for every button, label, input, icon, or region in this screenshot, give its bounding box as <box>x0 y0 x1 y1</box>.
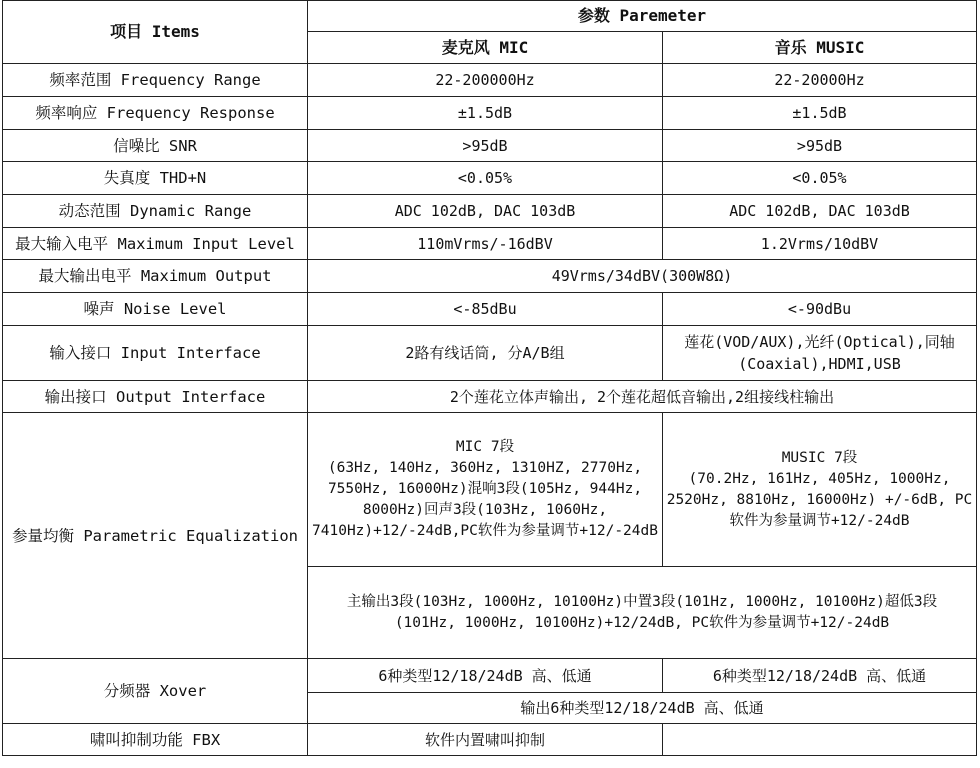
music-value: >95dB <box>663 130 977 162</box>
item-label: 最大输出电平 Maximum Output <box>3 260 308 293</box>
item-label: 频率范围 Frequency Range <box>3 64 308 97</box>
music-value: 莲花(VOD/AUX),光纤(Optical),同轴(Coaxial),HDMI,USB <box>663 326 977 381</box>
row-input-interface <box>3 326 977 381</box>
music-value <box>663 724 977 756</box>
mic-value: 2路有线话筒, 分A/B组 <box>308 326 663 381</box>
item-label: 啸叫抑制功能 FBX <box>3 724 308 756</box>
row-max-output <box>3 260 977 293</box>
mic-eq-title: MIC 7段 <box>455 439 515 455</box>
item-label: 频率响应 Frequency Response <box>3 97 308 130</box>
row-thd <box>3 162 977 195</box>
music-eq-detail: (70.2Hz, 161Hz, 405Hz, 1000Hz, 2520Hz, 8810Hz, 16000Hz) +/-6dB, PC软件为参量调节+12/-24dB <box>666 470 973 529</box>
mic-value: 6种类型12/18/24dB 高、低通 <box>308 659 663 693</box>
mic-value: <0.05% <box>308 162 663 195</box>
shared-value: 输出6种类型12/18/24dB 高、低通 <box>308 693 977 724</box>
music-eq-title: MUSIC 7段 <box>781 449 858 466</box>
mic-value: 110mVrms/-16dBV <box>308 228 663 260</box>
mic-value: 软件内置啸叫抑制 <box>308 724 663 756</box>
row-noise <box>3 293 977 326</box>
item-label: 输入接口 Input Interface <box>3 326 308 381</box>
item-label: 最大输入电平 Maximum Input Level <box>3 228 308 260</box>
item-label: 失真度 THD+N <box>3 162 308 195</box>
mic-header: 麦克风 MIC <box>308 32 663 64</box>
mic-value: <-85dBu <box>308 293 663 326</box>
mic-value: ±1.5dB <box>308 97 663 130</box>
music-eq-cell <box>663 413 977 567</box>
music-value: 6种类型12/18/24dB 高、低通 <box>663 659 977 693</box>
row-max-input <box>3 228 977 260</box>
output-eq-value: 主输出3段(103Hz, 1000Hz, 10100Hz)中置3段(101Hz, 1000Hz, 10100Hz)超低3段(101Hz, 1000Hz, 10100Hz)+12/24dB, PC软件为参量调节+12/-24dB <box>308 567 977 659</box>
item-label: 信噪比 SNR <box>3 130 308 162</box>
row-xover <box>3 659 977 693</box>
music-value: 1.2Vrms/10dBV <box>663 228 977 260</box>
row-frequency-response <box>3 97 977 130</box>
item-label: 噪声 Noise Level <box>3 293 308 326</box>
row-dynamic-range <box>3 195 977 228</box>
mic-value: ADC 102dB, DAC 103dB <box>308 195 663 228</box>
row-snr <box>3 130 977 162</box>
shared-value: 2个莲花立体声输出, 2个莲花超低音输出,2组接线柱输出 <box>308 381 977 413</box>
item-label: 输出接口 Output Interface <box>3 381 308 413</box>
row-output-interface <box>3 381 977 413</box>
music-value: <0.05% <box>663 162 977 195</box>
row-parametric-eq <box>3 413 977 567</box>
music-value: ADC 102dB, DAC 103dB <box>663 195 977 228</box>
row-frequency-range <box>3 64 977 97</box>
music-header: 音乐 MUSIC <box>663 32 977 64</box>
spec-table <box>2 0 977 756</box>
params-header: 参数 Paremeter <box>308 1 977 32</box>
music-value: <-90dBu <box>663 293 977 326</box>
items-header: 项目 Items <box>3 1 308 64</box>
music-value: 22-20000Hz <box>663 64 977 97</box>
mic-value: 22-200000Hz <box>308 64 663 97</box>
item-label: 参量均衡 Parametric Equalization <box>3 413 308 659</box>
shared-value: 49Vrms/34dBV(300W8Ω) <box>308 260 977 293</box>
mic-eq-detail: (63Hz, 140Hz, 360Hz, 1310HZ, 2770Hz, 7550Hz, 16000Hz)混响3段(105Hz, 944Hz, 8000Hz)回声3段(103Hz, 1060Hz, 7410Hz)+12/-24dB,PC软件为参量调节+12/-24dB <box>312 460 658 539</box>
item-label: 动态范围 Dynamic Range <box>3 195 308 228</box>
mic-value: >95dB <box>308 130 663 162</box>
header-row <box>3 1 977 32</box>
music-value: ±1.5dB <box>663 97 977 130</box>
mic-eq-cell <box>308 413 663 567</box>
item-label: 分频器 Xover <box>3 659 308 724</box>
row-fbx <box>3 724 977 756</box>
